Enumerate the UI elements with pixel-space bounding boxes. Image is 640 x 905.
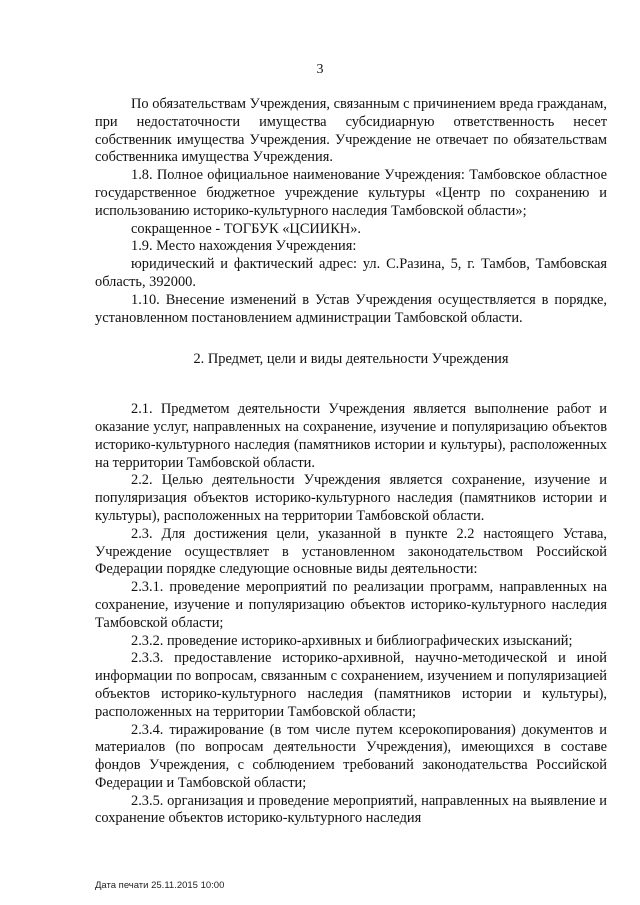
paragraph: 2.3.5. организация и проведение мероприятий, направленных на выявление и сохранение объектов историко-культурного наследия	[95, 792, 607, 827]
paragraph: юридический и фактический адрес: ул. С.Разина, 5, г. Тамбов, Тамбовская область, 392000.	[95, 256, 607, 290]
paragraph: 1.9. Место нахождения Учреждения:	[131, 238, 357, 255]
page-number: 3	[316, 62, 324, 77]
paragraph: По обязательствам Учреждения, связанным с причинением вреда гражданам, при недостаточности имущества субсидиарную ответственность несет собственник имущества Учреждения. Учреждение не отвечает по обязательствам собственника имущества Учреждения.	[95, 96, 607, 166]
document-body	[95, 96, 607, 828]
section-heading: 2. Предмет, цели и виды деятельности Учреждения	[193, 351, 509, 368]
paragraph: 2.1. Предметом деятельности Учреждения является выполнение работ и оказание услуг, направленных на сохранение, изучение и популяризацию объектов историко-культурного наследия (памятников истории и культуры), расположенных на территории Тамбовской области.	[95, 401, 607, 471]
paragraph: 2.3.1. проведение мероприятий по реализации программ, направленных на сохранение, изучение и популяризацию объектов историко-культурного наследия Тамбовской области;	[95, 579, 607, 631]
paragraph: 2.3. Для достижения цели, указанной в пункте 2.2 настоящего Устава, Учреждение осуществляет в установленном законодательством Российской Федерации порядке следующие основные виды деятельности:	[95, 525, 607, 578]
paragraph: 2.3.4. тиражирование (в том числе путем ксерокопирования) документов и материалов (по вопросам деятельности Учреждения), имеющихся в составе фондов Учреждения, с соблюдением требований законодательства Российской Федерации и Тамбовской области;	[95, 721, 607, 791]
paragraph: 1.10. Внесение изменений в Устав Учреждения осуществляется в порядке, установленном постановлением администрации Тамбовской области.	[95, 291, 607, 326]
paragraph: 1.8. Полное официальное наименование Учреждения: Тамбовское областное государственное бюджетное учреждение культуры «Центр по сохранению и использованию историко-культурного наследия Тамбовской области»;	[95, 167, 607, 219]
paragraph: 2.3.3. предоставление историко-архивной, научно-методической и иной информации по вопросам, связанным с сохранением, изучением и популяризацией объектов историко-культурного наследия (памятников истории и культуры), расположенных на территории Тамбовской области;	[95, 650, 607, 720]
paragraph: сокращенное - ТОГБУК «ЦСИИКН».	[131, 220, 361, 237]
paragraph: 2.3.2. проведение историко-архивных и библиографических изысканий;	[131, 632, 573, 649]
print-date-footer: Дата печати 25.11.2015 10:00	[95, 880, 225, 891]
paragraph: 2.2. Целью деятельности Учреждения является сохранение, изучение и популяризация объектов историко-культурного наследия (памятников истории и культуры), расположенных на территории Тамбовской области.	[95, 472, 607, 524]
